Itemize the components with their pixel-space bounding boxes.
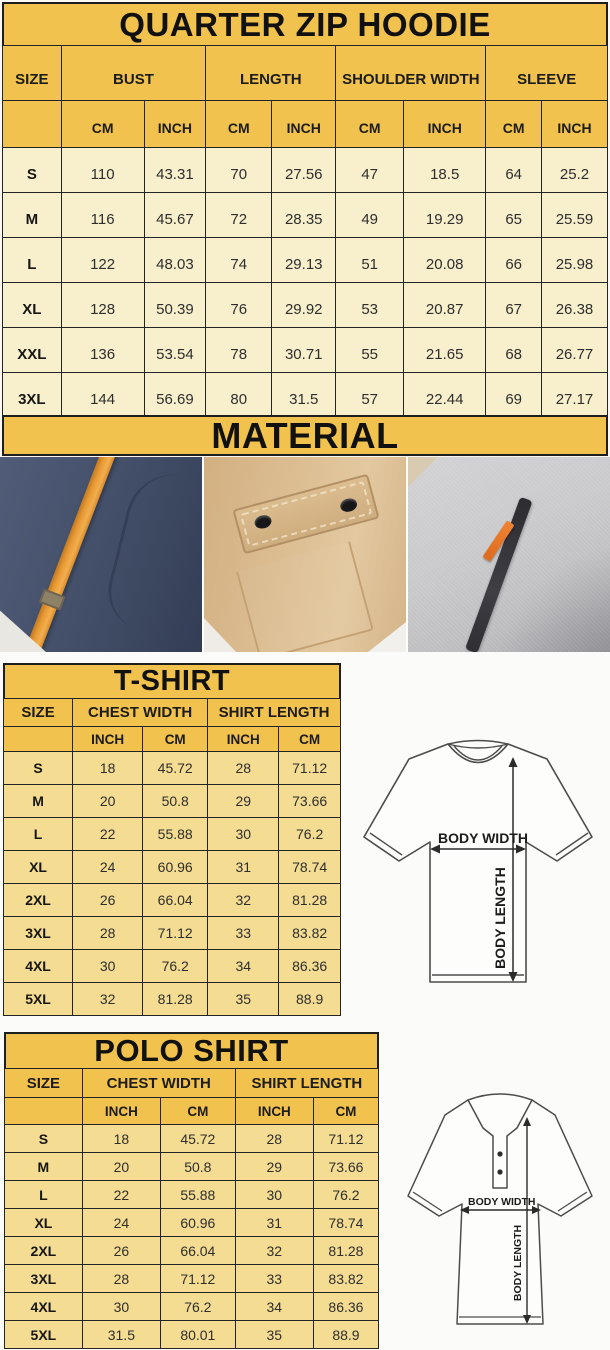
hoodie-size-table — [2, 45, 608, 418]
snap-button — [339, 497, 359, 514]
polo-size-table — [4, 1068, 379, 1349]
size-row — [3, 238, 608, 283]
measurement-cell: 31 — [208, 851, 279, 884]
unit-header: INCH — [73, 727, 143, 752]
size-label-cell: 5XL — [5, 1321, 83, 1349]
measurement-cell: 28 — [235, 1125, 313, 1153]
measurement-cell: 73.66 — [313, 1153, 378, 1181]
measurement-cell: 144 — [61, 373, 144, 418]
hoodie-group-header-row — [3, 46, 608, 101]
measurement-cell: 31.5 — [82, 1321, 160, 1349]
measurement-cell: 48.03 — [144, 238, 206, 283]
measurement-cell: 22 — [82, 1181, 160, 1209]
material-title: MATERIAL — [2, 415, 608, 456]
measurement-cell: 24 — [82, 1209, 160, 1237]
col-header-shirt-length: SHIRT LENGTH — [235, 1069, 378, 1098]
measurement-cell: 71.12 — [279, 752, 341, 785]
col-header-sleeve: SLEEVE — [486, 46, 608, 101]
measurement-cell: 32 — [235, 1237, 313, 1265]
measurement-cell: 68 — [486, 328, 542, 373]
measurement-cell: 20.87 — [404, 283, 486, 328]
size-row — [5, 1181, 379, 1209]
measurement-cell: 32 — [208, 884, 279, 917]
measurement-cell: 33 — [235, 1265, 313, 1293]
size-row — [5, 1265, 379, 1293]
measurement-cell: 34 — [208, 950, 279, 983]
col-header-chest-width: CHEST WIDTH — [73, 699, 208, 727]
unit-header: CM — [486, 101, 542, 148]
measurement-cell: 76.2 — [313, 1181, 378, 1209]
unit-header: INCH — [82, 1098, 160, 1125]
measurement-cell: 24 — [73, 851, 143, 884]
measurement-cell: 25.2 — [541, 148, 607, 193]
pocket-flap — [232, 474, 379, 555]
size-row — [5, 1293, 379, 1321]
drawstring-buckle — [39, 588, 66, 610]
measurement-cell: 50.8 — [143, 785, 208, 818]
measurement-cell: 136 — [61, 328, 144, 373]
measurement-cell: 128 — [61, 283, 144, 328]
pocket-body — [236, 541, 374, 652]
size-row — [3, 148, 608, 193]
hoodie-title: QUARTER ZIP HOODIE — [2, 2, 608, 45]
size-row — [3, 328, 608, 373]
measurement-cell: 43.31 — [144, 148, 206, 193]
measurement-cell: 27.56 — [272, 148, 336, 193]
size-row — [5, 1237, 379, 1265]
measurement-cell: 78.74 — [279, 851, 341, 884]
measurement-cell: 64 — [486, 148, 542, 193]
measurement-cell: 18 — [82, 1125, 160, 1153]
measurement-cell: 56.69 — [144, 373, 206, 418]
tshirt-unit-header-row — [4, 727, 341, 752]
size-label-cell: XL — [5, 1209, 83, 1237]
measurement-cell: 20.08 — [404, 238, 486, 283]
size-label-cell: 2XL — [5, 1237, 83, 1265]
measurement-cell: 26 — [82, 1237, 160, 1265]
measurement-cell: 51 — [336, 238, 404, 283]
measurement-cell: 65 — [486, 193, 542, 238]
measurement-cell: 70 — [206, 148, 272, 193]
size-label-cell: L — [4, 818, 73, 851]
size-label-cell: M — [3, 193, 62, 238]
size-label-cell: L — [3, 238, 62, 283]
size-label-cell: 4XL — [4, 950, 73, 983]
measurement-cell: 57 — [336, 373, 404, 418]
measurement-cell: 29.92 — [272, 283, 336, 328]
size-row — [4, 752, 341, 785]
measurement-cell: 30 — [82, 1293, 160, 1321]
size-label-cell: M — [5, 1153, 83, 1181]
size-row — [3, 193, 608, 238]
col-header-size: SIZE — [4, 699, 73, 727]
measurement-cell: 31.5 — [272, 373, 336, 418]
measurement-cell: 110 — [61, 148, 144, 193]
measurement-cell: 18 — [73, 752, 143, 785]
size-row — [4, 851, 341, 884]
polo-group-header-row — [5, 1069, 379, 1098]
khaki-pocket-photo — [204, 457, 406, 652]
unit-header: INCH — [208, 727, 279, 752]
measurement-cell: 55 — [336, 328, 404, 373]
measurement-cell: 76.2 — [160, 1293, 235, 1321]
tshirt-measure-diagram — [352, 708, 604, 1012]
col-header-size: SIZE — [3, 46, 62, 101]
navy-drawstring-photo — [0, 457, 202, 652]
measurement-cell: 20 — [82, 1153, 160, 1181]
pocket-seam — [100, 464, 202, 641]
size-label-cell: M — [4, 785, 73, 818]
size-row — [4, 818, 341, 851]
measurement-cell: 71.12 — [313, 1125, 378, 1153]
measurement-cell: 80.01 — [160, 1321, 235, 1349]
size-label-cell: 3XL — [3, 373, 62, 418]
body-width-label: BODY WIDTH — [438, 830, 528, 846]
size-label-cell: XL — [3, 283, 62, 328]
measurement-cell: 86.36 — [279, 950, 341, 983]
body-width-label: BODY WIDTH — [468, 1196, 536, 1208]
size-label-cell: S — [5, 1125, 83, 1153]
measurement-cell: 81.28 — [143, 983, 208, 1016]
col-header-chest-width: CHEST WIDTH — [82, 1069, 235, 1098]
measurement-cell: 33 — [208, 917, 279, 950]
size-label-cell: 4XL — [5, 1293, 83, 1321]
measurement-cell: 71.12 — [143, 917, 208, 950]
measurement-cell: 30 — [208, 818, 279, 851]
measurement-cell: 30 — [235, 1181, 313, 1209]
size-label-cell: 5XL — [4, 983, 73, 1016]
beige-corner — [408, 457, 438, 487]
measurement-cell: 29 — [208, 785, 279, 818]
size-row — [5, 1125, 379, 1153]
size-row — [3, 283, 608, 328]
measurement-cell: 45.67 — [144, 193, 206, 238]
tshirt-section — [3, 663, 341, 1016]
measurement-cell: 28 — [73, 917, 143, 950]
size-row — [3, 373, 608, 418]
measurement-cell: 35 — [208, 983, 279, 1016]
measurement-cell: 50.8 — [160, 1153, 235, 1181]
size-label-cell: S — [3, 148, 62, 193]
measurement-cell: 72 — [206, 193, 272, 238]
size-label-cell: XL — [4, 851, 73, 884]
col-header-size: SIZE — [5, 1069, 83, 1098]
polo-table-body — [5, 1125, 379, 1349]
gray-zipper-photo — [408, 457, 610, 652]
measurement-cell: 28 — [82, 1265, 160, 1293]
measurement-cell: 55.88 — [143, 818, 208, 851]
measurement-cell: 88.9 — [279, 983, 341, 1016]
unit-header-blank — [5, 1098, 83, 1125]
measurement-cell: 28.35 — [272, 193, 336, 238]
hoodie-table-body — [3, 148, 608, 418]
measurement-cell: 32 — [73, 983, 143, 1016]
hoodie-section — [2, 2, 608, 418]
unit-header: CM — [61, 101, 144, 148]
measurement-cell: 22 — [73, 818, 143, 851]
unit-header: INCH — [235, 1098, 313, 1125]
measurement-cell: 29 — [235, 1153, 313, 1181]
polo-title: POLO SHIRT — [4, 1032, 379, 1068]
size-row — [5, 1209, 379, 1237]
measurement-cell: 76.2 — [143, 950, 208, 983]
measurement-cell: 49 — [336, 193, 404, 238]
measurement-cell: 20 — [73, 785, 143, 818]
measurement-cell: 30 — [73, 950, 143, 983]
measurement-cell: 30.71 — [272, 328, 336, 373]
measurement-cell: 22.44 — [404, 373, 486, 418]
measurement-cell: 53.54 — [144, 328, 206, 373]
tshirt-title: T-SHIRT — [3, 663, 341, 698]
measurement-cell: 76.2 — [279, 818, 341, 851]
col-header-bust: BUST — [61, 46, 206, 101]
measurement-cell: 73.66 — [279, 785, 341, 818]
col-header-shoulder-width: SHOULDER WIDTH — [336, 46, 486, 101]
size-row — [5, 1321, 379, 1349]
measurement-cell: 26 — [73, 884, 143, 917]
measurement-cell: 21.65 — [404, 328, 486, 373]
orange-drawstring — [20, 457, 118, 652]
size-row — [4, 917, 341, 950]
unit-header: INCH — [144, 101, 206, 148]
measurement-cell: 45.72 — [143, 752, 208, 785]
unit-header: CM — [160, 1098, 235, 1125]
measurement-cell: 66 — [486, 238, 542, 283]
hoodie-unit-header-row — [3, 101, 608, 148]
size-row — [5, 1153, 379, 1181]
measurement-cell: 55.88 — [160, 1181, 235, 1209]
measurement-cell: 60.96 — [143, 851, 208, 884]
measurement-cell: 78 — [206, 328, 272, 373]
measurement-cell: 45.72 — [160, 1125, 235, 1153]
measurement-cell: 83.82 — [279, 917, 341, 950]
material-photos — [0, 457, 610, 652]
measurement-cell: 26.38 — [541, 283, 607, 328]
size-label-cell: 3XL — [5, 1265, 83, 1293]
body-length-label: BODY LENGTH — [492, 867, 508, 969]
measurement-cell: 76 — [206, 283, 272, 328]
unit-header: INCH — [541, 101, 607, 148]
unit-header: INCH — [272, 101, 336, 148]
unit-header-blank — [4, 727, 73, 752]
measurement-cell: 25.98 — [541, 238, 607, 283]
measurement-cell: 122 — [61, 238, 144, 283]
measurement-cell: 18.5 — [404, 148, 486, 193]
size-row — [4, 950, 341, 983]
polo-unit-header-row — [5, 1098, 379, 1125]
polo-measure-diagram — [396, 1076, 604, 1346]
size-row — [4, 983, 341, 1016]
col-header-length: LENGTH — [206, 46, 336, 101]
measurement-cell: 35 — [235, 1321, 313, 1349]
measurement-cell: 81.28 — [313, 1237, 378, 1265]
size-label-cell: S — [4, 752, 73, 785]
measurement-cell: 29.13 — [272, 238, 336, 283]
tshirt-size-table — [3, 698, 341, 1016]
col-header-shirt-length: SHIRT LENGTH — [208, 699, 341, 727]
size-row — [4, 785, 341, 818]
measurement-cell: 88.9 — [313, 1321, 378, 1349]
size-label-cell: 3XL — [4, 917, 73, 950]
tshirt-group-header-row — [4, 699, 341, 727]
measurement-cell: 50.39 — [144, 283, 206, 328]
measurement-cell: 34 — [235, 1293, 313, 1321]
measurement-cell: 60.96 — [160, 1209, 235, 1237]
measurement-cell: 25.59 — [541, 193, 607, 238]
size-label-cell: L — [5, 1181, 83, 1209]
measurement-cell: 53 — [336, 283, 404, 328]
measurement-cell: 71.12 — [160, 1265, 235, 1293]
tshirt-table-body — [4, 752, 341, 1016]
measurement-cell: 28 — [208, 752, 279, 785]
measurement-cell: 67 — [486, 283, 542, 328]
unit-header: CM — [206, 101, 272, 148]
measurement-cell: 31 — [235, 1209, 313, 1237]
unit-header: CM — [143, 727, 208, 752]
size-label-cell: 2XL — [4, 884, 73, 917]
measurement-cell: 66.04 — [143, 884, 208, 917]
size-row — [4, 884, 341, 917]
body-length-label: BODY LENGTH — [512, 1224, 524, 1302]
size-label-cell: XXL — [3, 328, 62, 373]
white-corner — [368, 622, 406, 652]
snap-button — [253, 513, 273, 530]
unit-header-blank — [3, 101, 62, 148]
measurement-cell: 83.82 — [313, 1265, 378, 1293]
unit-header: CM — [279, 727, 341, 752]
measurement-cell: 86.36 — [313, 1293, 378, 1321]
measurement-cell: 19.29 — [404, 193, 486, 238]
unit-header: CM — [313, 1098, 378, 1125]
measurement-cell: 116 — [61, 193, 144, 238]
measurement-cell: 80 — [206, 373, 272, 418]
white-corner — [204, 618, 236, 652]
measurement-cell: 69 — [486, 373, 542, 418]
unit-header: INCH — [404, 101, 486, 148]
measurement-cell: 66.04 — [160, 1237, 235, 1265]
measurement-cell: 26.77 — [541, 328, 607, 373]
unit-header: CM — [336, 101, 404, 148]
measurement-cell: 27.17 — [541, 373, 607, 418]
measurement-cell: 74 — [206, 238, 272, 283]
polo-section — [4, 1032, 379, 1349]
measurement-cell: 81.28 — [279, 884, 341, 917]
measurement-cell: 78.74 — [313, 1209, 378, 1237]
measurement-cell: 47 — [336, 148, 404, 193]
